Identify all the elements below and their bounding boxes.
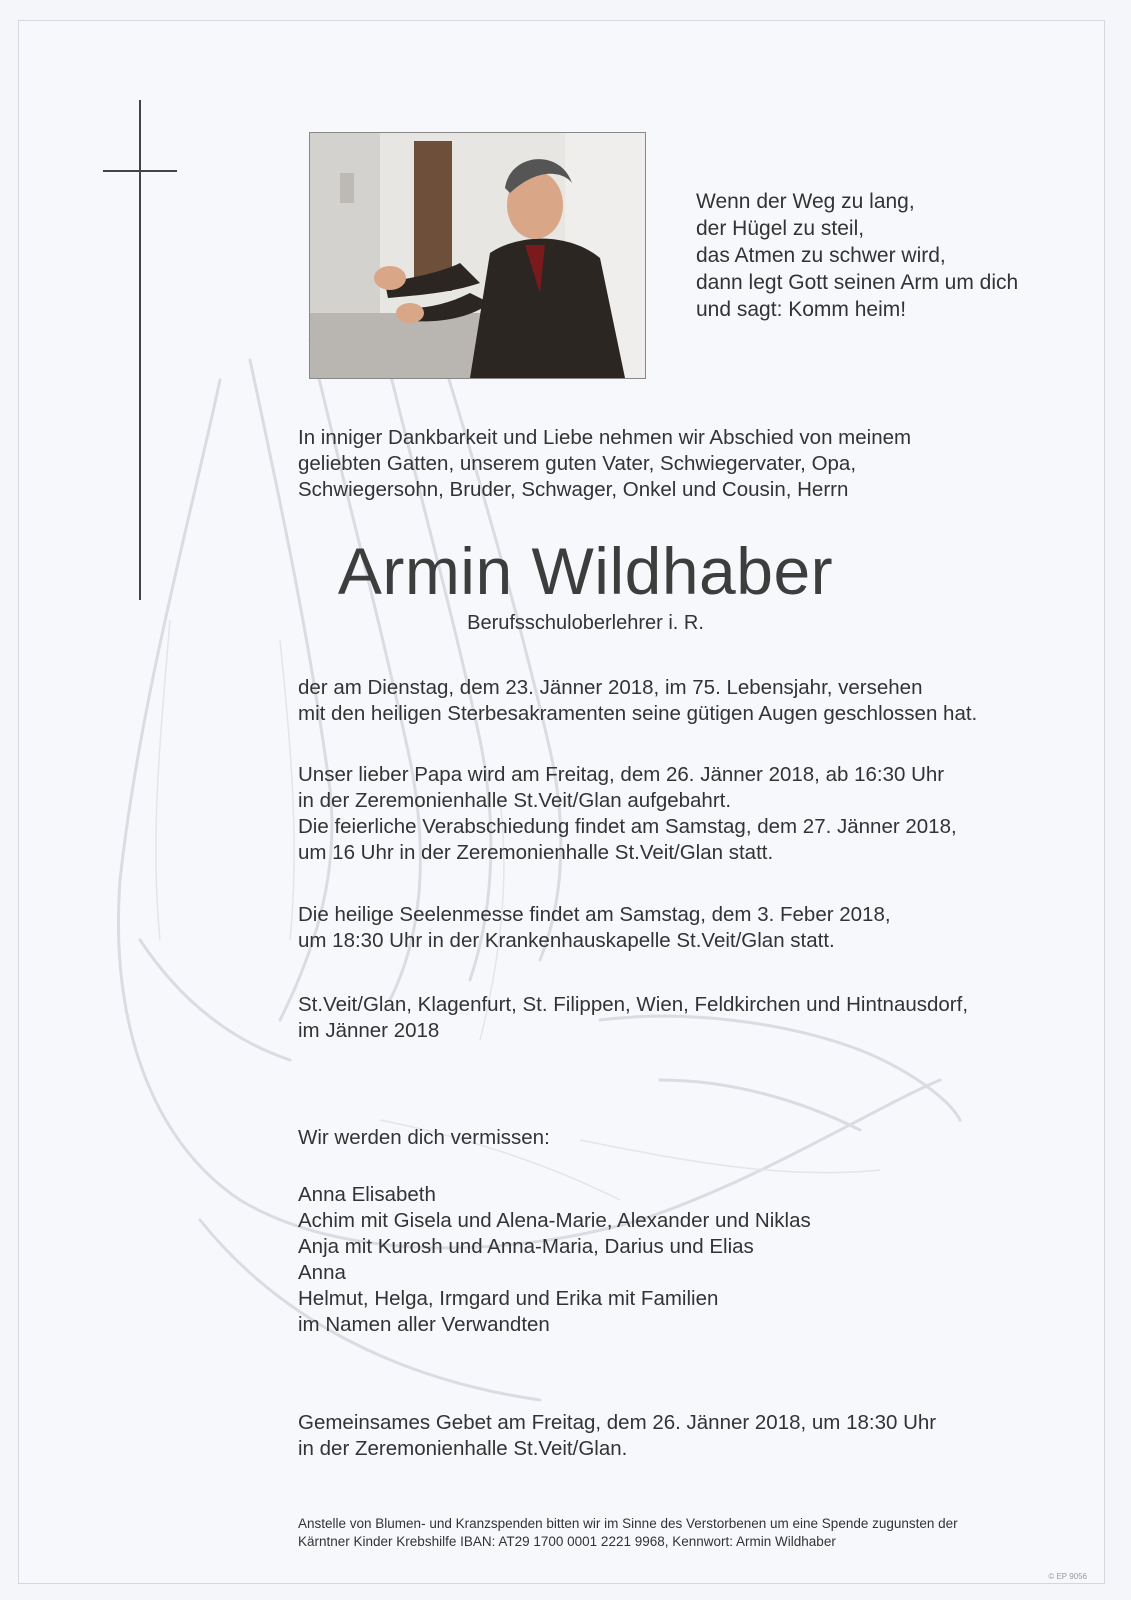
intro-line: Schwiegersohn, Bruder, Schwager, Onkel und Cousin, Herrn [298, 478, 849, 501]
death-notice-line: mit den heiligen Sterbesakramenten seine gütigen Augen geschlossen hat. [298, 702, 978, 725]
mourner-item: Anna [298, 1261, 346, 1284]
prayer-line: in der Zeremonienhalle St.Veit/Glan. [298, 1437, 628, 1460]
poem-line: Wenn der Weg zu lang, [696, 190, 915, 213]
mourners-list [298, 1182, 811, 1338]
intro-line: In inniger Dankbarkeit und Liebe nehmen wir Abschied von meinem [298, 426, 912, 449]
poem [696, 188, 1018, 323]
footer-line: Kärntner Kinder Krebshilfe IBAN: AT29 1700 0001 2221 9968, Kennwort: Armin Wildhaber [298, 1534, 836, 1549]
death-notice [298, 675, 977, 727]
poem-line: der Hügel zu steil, [696, 217, 865, 240]
intro-paragraph [298, 425, 911, 503]
mourner-item: Achim mit Gisela und Alena-Marie, Alexander und Niklas [298, 1209, 811, 1232]
places-line: St.Veit/Glan, Klagenfurt, St. Filippen, Wien, Feldkirchen und Hintnausdorf, [298, 993, 969, 1016]
deceased-name: Armin Wildhaber [337, 534, 834, 608]
portrait-photo [309, 132, 646, 379]
footer-line: Anstelle von Blumen- und Kranzspenden bitten wir im Sinne des Verstorbenen um eine Spende zugunsten der [298, 1516, 958, 1531]
donation-footer [298, 1515, 958, 1551]
print-code: © EP 9056 [1048, 1572, 1087, 1581]
viewing-info [298, 762, 957, 866]
mourners-heading: Wir werden dich vermissen: [298, 1126, 550, 1149]
mourner-item: im Namen aller Verwandten [298, 1313, 550, 1336]
viewing-line: um 16 Uhr in der Zeremonienhalle St.Veit/Glan statt. [298, 841, 774, 864]
poem-line: und sagt: Komm heim! [696, 298, 907, 321]
poem-line: dann legt Gott seinen Arm um dich [696, 271, 1019, 294]
viewing-line: Die feierliche Verabschiedung findet am Samstag, dem 27. Jänner 2018, [298, 815, 957, 838]
mourner-item: Anna Elisabeth [298, 1183, 436, 1206]
cross-horizontal-bar [103, 170, 177, 172]
places-date [298, 992, 968, 1044]
mass-line: um 18:30 Uhr in der Krankenhauskapelle St.Veit/Glan statt. [298, 929, 835, 952]
deceased-title: Berufsschuloberlehrer i. R. [467, 612, 704, 634]
places-line: im Jänner 2018 [298, 1019, 440, 1042]
poem-line: das Atmen zu schwer wird, [696, 244, 946, 267]
prayer-info [298, 1410, 936, 1462]
mourner-item: Helmut, Helga, Irmgard und Erika mit Familien [298, 1287, 719, 1310]
mass-line: Die heilige Seelenmesse findet am Samstag, dem 3. Feber 2018, [298, 903, 891, 926]
prayer-line: Gemeinsames Gebet am Freitag, dem 26. Jänner 2018, um 18:30 Uhr [298, 1411, 937, 1434]
mass-info [298, 902, 891, 954]
cross-vertical-bar [139, 100, 141, 600]
viewing-line: in der Zeremonienhalle St.Veit/Glan aufgebahrt. [298, 789, 732, 812]
death-notice-line: der am Dienstag, dem 23. Jänner 2018, im 75. Lebensjahr, versehen [298, 676, 923, 699]
mourner-item: Anja mit Kurosh und Anna-Maria, Darius und Elias [298, 1235, 754, 1258]
viewing-line: Unser lieber Papa wird am Freitag, dem 26. Jänner 2018, ab 16:30 Uhr [298, 763, 945, 786]
intro-line: geliebten Gatten, unserem guten Vater, Schwiegervater, Opa, [298, 452, 857, 475]
